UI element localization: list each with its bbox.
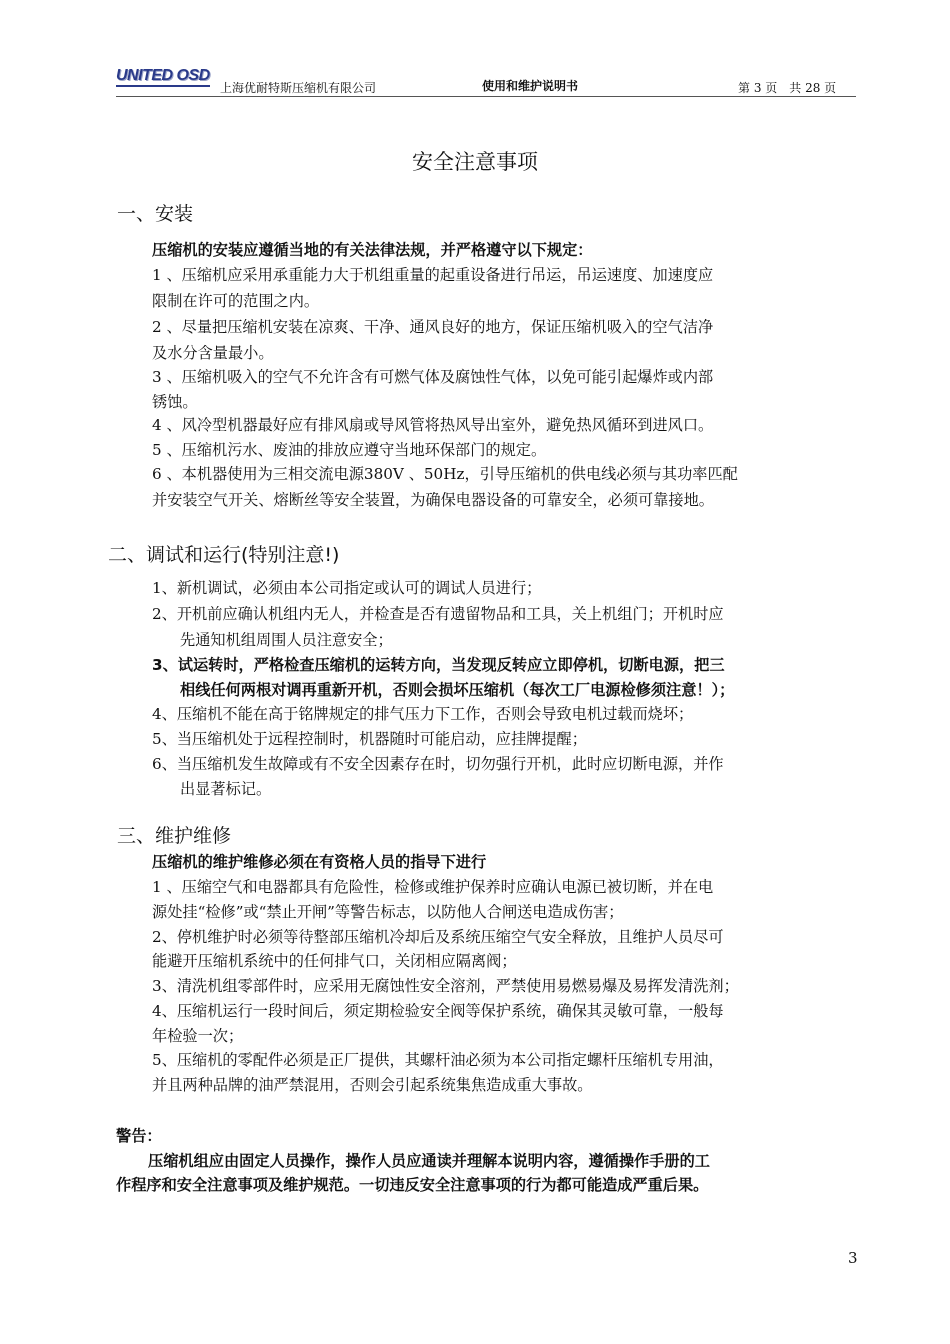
maintenance-line: 2、停机维护时必须等待整部压缩机冷却后及系统压缩空气安全释放，且维护人员尽可: [152, 928, 724, 946]
warning-line: 作程序和安全注意事项及维护规范。一切违反安全注意事项的行为都可能造成严重后果。: [116, 1176, 709, 1194]
maintenance-line: 源处挂“检修”或“禁止开闸”等警告标志，以防他人合闸送电造成伤害；: [152, 903, 624, 921]
commissioning-line: 5、当压缩机处于远程控制时，机器随时可能启动，应挂牌提醒；: [152, 730, 587, 748]
company-name: 上海优耐特斯压缩机有限公司: [220, 81, 377, 95]
install-line: 锈蚀。: [152, 393, 198, 411]
install-line: 4 、风冷型机器最好应有排风扇或导风管将热风导出室外，避免热风循环到进风口。: [152, 416, 714, 434]
header-divider: [116, 96, 856, 97]
install-line: 6 、本机器使用为三相交流电源380V 、50Hz，引导压缩机的供电线必须与其功率匹配: [152, 465, 738, 483]
warning-line: 压缩机组应由固定人员操作，操作人员应通读并理解本说明内容，遵循操作手册的工: [148, 1152, 710, 1170]
manual-title: 使用和维护说明书: [482, 79, 579, 93]
page-title: 安全注意事项: [412, 150, 538, 174]
warning-label: 警告：: [116, 1127, 162, 1145]
install-line: 5 、压缩机污水、废油的排放应遵守当地环保部门的规定。: [152, 441, 547, 459]
commissioning-line-emphasis: 3、试运转时，严格检查压缩机的运转方向，当发现反转应立即停机，切断电源，把三: [152, 656, 725, 674]
install-line: 并安装空气开关、熔断丝等安全装置，为确保电器设备的可靠安全，必须可靠接地。: [152, 491, 714, 509]
commissioning-line: 4、压缩机不能在高于铭牌规定的排气压力下工作，否则会导致电机过载而烧坏；: [152, 705, 694, 723]
logo-underline: [116, 85, 210, 87]
maintenance-line: 年检验一次；: [152, 1027, 244, 1045]
commissioning-line: 先通知机组周围人员注意安全；: [180, 631, 393, 649]
install-line: 3 、压缩机吸入的空气不允许含有可燃气体及腐蚀性气体，以免可能引起爆炸或内部: [152, 368, 714, 386]
commissioning-line: 6、当压缩机发生故障或有不安全因素存在时，切勿强行开机，此时应切断电源，并作: [152, 755, 724, 773]
commissioning-line: 2、开机前应确认机组内无人，并检查是否有遗留物品和工具，关上机组门；开机时应: [152, 605, 724, 623]
commissioning-line-emphasis: 相线任何两根对调再重新开机，否则会损坏压缩机（每次工厂电源检修须注意！）；: [180, 681, 735, 699]
maintenance-line: 4、压缩机运行一段时间后，须定期检验安全阀等保护系统，确保其灵敏可靠，一般每: [152, 1002, 724, 1020]
maintenance-line: 3、清洗机组零部件时，应采用无腐蚀性安全溶剂，严禁使用易燃易爆及易挥发清洗剂；: [152, 977, 739, 995]
section-heading-commissioning: 二、调试和运行(特别注意!): [108, 544, 340, 566]
maintenance-line: 1 、压缩空气和电器都具有危险性，检修或维护保养时应确认电源已被切断，并在电: [152, 878, 714, 896]
section-intro-install: 压缩机的安装应遵循当地的有关法律法规，并严格遵守以下规定：: [152, 241, 593, 259]
maintenance-line: 并且两种品牌的油严禁混用，否则会引起系统集焦造成重大事故。: [152, 1076, 593, 1094]
page-number: 3: [848, 1249, 858, 1267]
maintenance-line: 能避开压缩机系统中的任何排气口，关闭相应隔离阀；: [152, 952, 517, 970]
section-heading-install: 一、安装: [117, 203, 194, 225]
commissioning-line: 1、新机调试，必须由本公司指定或认可的调试人员进行；: [152, 579, 542, 597]
logo-text: UNITED OSD: [116, 67, 210, 84]
section-heading-maintenance: 三、维护维修: [117, 825, 232, 847]
commissioning-line: 出显著标记。: [180, 780, 272, 798]
install-line: 限制在许可的范围之内。: [152, 292, 320, 310]
company-logo: [116, 66, 210, 88]
maintenance-line: 5、压缩机的零配件必须是正厂提供，其螺杆油必须为本公司指定螺杆压缩机专用油，: [152, 1051, 724, 1069]
install-line: 2 、尽量把压缩机安装在凉爽、干净、通风良好的地方，保证压缩机吸入的空气洁净: [152, 318, 714, 336]
section-intro-maintenance: 压缩机的维护维修必须在有资格人员的指导下进行: [152, 853, 487, 871]
page-info: 第 3 页 共 28 页: [738, 81, 837, 95]
install-line: 及水分含量最小。: [152, 344, 274, 362]
install-line: 1 、压缩机应采用承重能力大于机组重量的起重设备进行吊运，吊运速度、加速度应: [152, 266, 714, 284]
